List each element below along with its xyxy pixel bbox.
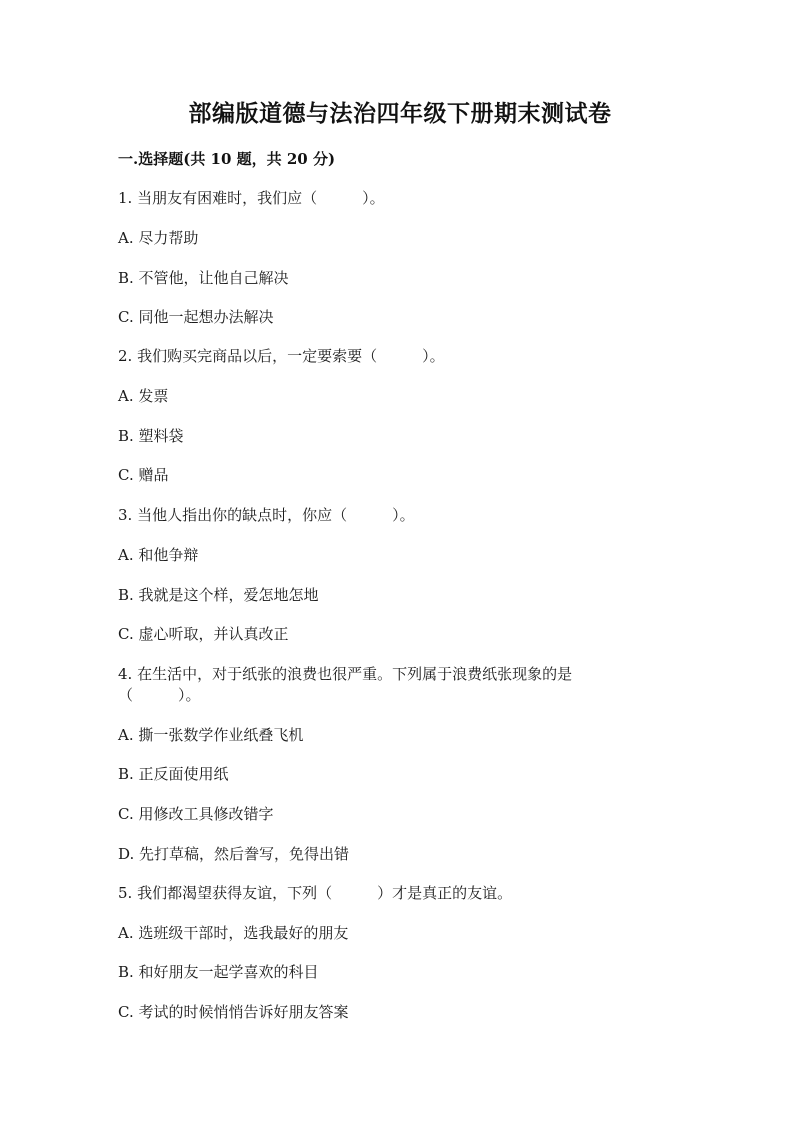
question-2-option-c: C. 赠品 [118, 466, 169, 484]
question-3-option-a: A. 和他争辩 [118, 546, 199, 564]
question-3-option-b: B. 我就是这个样，爱怎地怎地 [118, 586, 319, 604]
question-3-stem: 3. 当他人指出你的缺点时，你应（ ）。 [118, 506, 415, 524]
exam-title: 部编版道德与法治四年级下册期末测试卷 [188, 100, 612, 127]
question-4-option-b: B. 正反面使用纸 [118, 765, 229, 783]
question-4-option-a: A. 撕一张数学作业纸叠飞机 [118, 726, 304, 744]
question-1-option-c: C. 同他一起想办法解决 [118, 308, 274, 326]
question-2-stem: 2. 我们购买完商品以后，一定要索要（ ）。 [118, 347, 445, 365]
question-4-option-c: C. 用修改工具修改错字 [118, 805, 274, 823]
section-heading: 一.选择题(共 10 题，共 20 分) [118, 150, 336, 168]
question-1-option-b: B. 不管他，让他自己解决 [118, 269, 289, 287]
question-3-option-c: C. 虚心听取，并认真改正 [118, 625, 289, 643]
question-2-option-a: A. 发票 [118, 387, 169, 405]
question-4-stem-continued: （ ）。 [118, 686, 201, 704]
question-2-option-b: B. 塑料袋 [118, 427, 184, 445]
question-1-option-a: A. 尽力帮助 [118, 229, 199, 247]
question-5-stem: 5. 我们都渴望获得友谊，下列（ ）才是真正的友谊。 [118, 884, 513, 902]
question-5-option-b: B. 和好朋友一起学喜欢的科目 [118, 963, 319, 981]
question-4-stem: 4. 在生活中，对于纸张的浪费也很严重。下列属于浪费纸张现象的是 [118, 665, 573, 683]
question-5-option-c: C. 考试的时候悄悄告诉好朋友答案 [118, 1003, 349, 1021]
question-1-stem: 1. 当朋友有困难时，我们应（ ）。 [118, 189, 385, 207]
question-4-option-d: D. 先打草稿，然后誊写，免得出错 [118, 845, 350, 863]
question-5-option-a: A. 选班级干部时，选我最好的朋友 [118, 924, 349, 942]
